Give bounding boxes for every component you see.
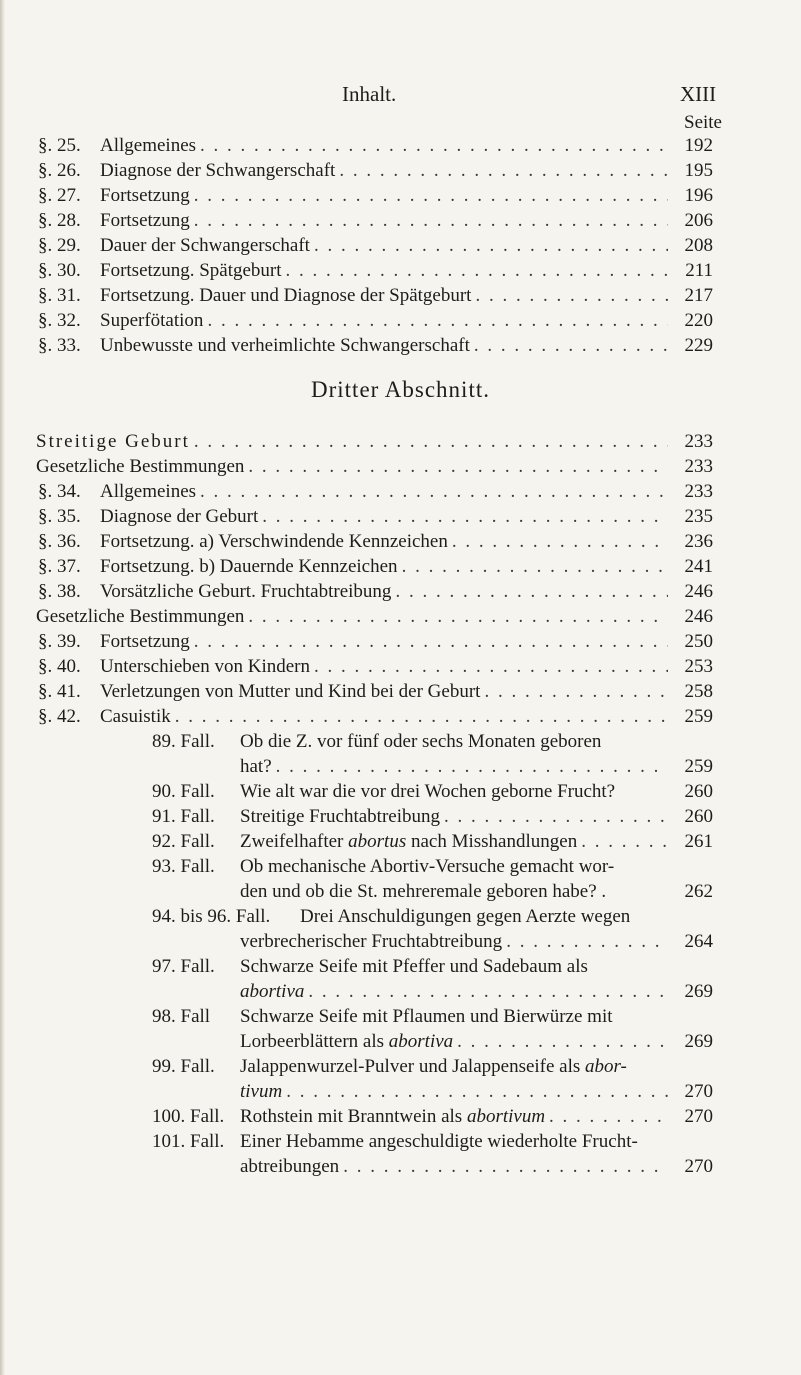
entry-text: Fortsetzung: [100, 185, 190, 206]
seite-label: Seite: [684, 112, 722, 133]
entry-page: 262: [684, 881, 713, 902]
entry-text-italic: tivum: [240, 1081, 283, 1102]
dot-leader: [339, 158, 668, 184]
entry-text-italic: abortiva: [240, 981, 305, 1002]
entry-text: Drei Anschuldigungen gegen Aerzte wegen: [300, 906, 631, 927]
dot-leader: [286, 258, 668, 284]
entry-page: 217: [684, 285, 713, 306]
dot-leader: [248, 604, 668, 630]
dot-leader: [200, 133, 668, 159]
entry-page: 241: [684, 556, 713, 577]
case-row: [0, 1004, 801, 1030]
entry-page: 236: [684, 531, 713, 552]
case-number: 93. Fall.: [152, 856, 215, 877]
case-row: [0, 804, 801, 830]
entry-page: 192: [684, 135, 713, 156]
case-number: 98. Fall: [152, 1006, 211, 1027]
case-number: 100. Fall.: [152, 1106, 225, 1127]
entry-text: Rothstein mit Branntwein als: [240, 1106, 463, 1127]
entry-text: Wie alt war die vor drei Wochen geborne Frucht?: [240, 781, 616, 802]
entry-page: 261: [684, 831, 713, 852]
entry-text: Schwarze Seife mit Pflaumen und Bierwürze mit: [240, 1006, 613, 1027]
case-number: 101. Fall.: [152, 1131, 225, 1152]
dot-leader: [457, 1029, 668, 1055]
para-number: §. 42.: [38, 706, 81, 727]
para-number: §. 26.: [38, 160, 81, 181]
dot-leader: [475, 283, 668, 309]
para-number: §. 29.: [38, 235, 81, 256]
case-row-cont: [0, 929, 801, 955]
entry-text: Fortsetzung. a) Verschwindende Kennzeichen: [100, 531, 448, 552]
case-row: [0, 729, 801, 755]
entry-page: 246: [684, 606, 713, 627]
dot-leader: [276, 754, 668, 780]
entry-text: hat?: [240, 756, 272, 777]
para-number: §. 36.: [38, 531, 81, 552]
entry-text: Casuistik: [100, 706, 171, 727]
case-number: 89. Fall.: [152, 731, 215, 752]
entry-page: 229: [684, 335, 713, 356]
entry-text: abtreibungen: [240, 1156, 340, 1177]
entry-text: Zweifelhafter: [240, 831, 344, 852]
toc-row: [0, 579, 801, 605]
para-number: §. 35.: [38, 506, 81, 527]
dot-leader: [395, 579, 668, 605]
toc-row: [0, 504, 801, 530]
entry-text: Ob mechanische Abortiv-Versuche gemacht wor-: [240, 856, 615, 877]
toc-row: [0, 158, 801, 184]
header-page-number: XIII: [680, 82, 717, 106]
entry-page: 264: [684, 931, 713, 952]
entry-text: Vorsätzliche Geburt. Fruchtabtreibung: [100, 581, 392, 602]
para-number: §. 41.: [38, 681, 81, 702]
entry-text: Jalappenwurzel-Pulver und Jalappenseife als: [240, 1056, 581, 1077]
entry-page: 206: [684, 210, 713, 231]
toc-row: [0, 258, 801, 284]
section-title: Dritter Abschnitt.: [311, 377, 490, 402]
entry-page: 270: [684, 1106, 713, 1127]
case-row-cont: [0, 754, 801, 780]
dot-leader: [506, 929, 668, 955]
dot-leader: [343, 1154, 668, 1180]
case-row-cont: [0, 1029, 801, 1055]
entry-text: Schwarze Seife mit Pfeffer und Sadebaum als: [240, 956, 588, 977]
dot-leader: [474, 333, 668, 359]
entry-page: 233: [684, 456, 713, 477]
entry-text: nach Misshandlungen: [410, 831, 578, 852]
entry-page: 235: [684, 506, 713, 527]
toc-row: [0, 554, 801, 580]
dot-leader: [194, 629, 668, 655]
dot-leader: [581, 829, 668, 855]
dot-leader: [207, 308, 668, 334]
case-row-cont: [0, 1079, 801, 1105]
entry-text: Einer Hebamme angeschuldigte wiederholte Frucht-: [240, 1131, 638, 1152]
entry-page: 259: [684, 756, 713, 777]
dot-leader: [262, 504, 668, 530]
case-number: 92. Fall.: [152, 831, 215, 852]
entry-page: 253: [684, 656, 713, 677]
entry-page: 211: [685, 260, 713, 281]
entry-page: 269: [684, 1031, 713, 1052]
dot-leader: [194, 183, 668, 209]
toc-row: [0, 333, 801, 359]
entry-text: Diagnose der Schwangerschaft: [100, 160, 336, 181]
case-row: [0, 779, 801, 805]
entry-text-italic: abor-: [585, 1056, 627, 1077]
case-row: [0, 904, 801, 930]
toc-row: [0, 654, 801, 680]
entry-text: Superfötation: [100, 310, 204, 331]
entry-text: Gesetzliche Bestimmungen: [36, 606, 245, 627]
dot-leader: [248, 454, 668, 480]
entry-text: Fortsetzung: [100, 631, 190, 652]
case-number: 94. bis 96. Fall.: [152, 906, 271, 927]
toc-row: [0, 479, 801, 505]
entry-text: Fortsetzung. b) Dauernde Kennzeichen: [100, 556, 398, 577]
toc-row: [0, 233, 801, 259]
para-number: §. 30.: [38, 260, 81, 281]
dot-leader: [194, 429, 668, 455]
entry-page: 233: [684, 431, 713, 452]
entry-text: Ob die Z. vor fünf oder sechs Monaten geboren: [240, 731, 602, 752]
entry-page: 250: [684, 631, 713, 652]
entry-text: Fortsetzung: [100, 210, 190, 231]
entry-text: Lorbeerblättern als: [240, 1031, 385, 1052]
dot-leader: [444, 804, 668, 830]
case-row-cont: [0, 879, 801, 905]
case-number: 91. Fall.: [152, 806, 215, 827]
dot-leader: [194, 208, 668, 234]
dot-leader: [200, 479, 668, 505]
entry-text-italic: abortus: [348, 831, 407, 852]
dot-leader: [286, 1079, 668, 1105]
entry-page: 246: [684, 581, 713, 602]
toc-heading-row: [0, 454, 801, 480]
case-row: [0, 1104, 801, 1130]
case-row: [0, 1054, 801, 1080]
para-number: §. 33.: [38, 335, 81, 356]
entry-page: 270: [684, 1081, 713, 1102]
para-number: §. 32.: [38, 310, 81, 331]
entry-text: Allgemeines: [100, 481, 197, 502]
dot-leader: [314, 233, 668, 259]
entry-text: Diagnose der Geburt: [100, 506, 259, 527]
entry-page: 196: [684, 185, 713, 206]
para-number: §. 34.: [38, 481, 81, 502]
dot-leader: [484, 679, 668, 705]
para-number: §. 27.: [38, 185, 81, 206]
toc-row: [0, 208, 801, 234]
entry-page: 260: [684, 806, 713, 827]
case-number: 90. Fall.: [152, 781, 215, 802]
toc-row: [0, 133, 801, 159]
entry-text: Dauer der Schwangerschaft: [100, 235, 310, 256]
entry-text: Streitige Fruchtabtreibung: [240, 806, 440, 827]
entry-text: Unbewusste und verheimlichte Schwangerschaft: [100, 335, 470, 356]
entry-text: Fortsetzung. Spätgeburt: [100, 260, 282, 281]
toc-row: [0, 704, 801, 730]
dot-leader: [452, 529, 668, 555]
toc-row: [0, 308, 801, 334]
dot-leader: [175, 704, 668, 730]
case-row-cont: [0, 1154, 801, 1180]
toc-heading-row: [0, 429, 801, 455]
para-number: §. 28.: [38, 210, 81, 231]
para-number: §. 40.: [38, 656, 81, 677]
case-row: [0, 954, 801, 980]
dot-leader: [308, 979, 668, 1005]
para-number: §. 25.: [38, 135, 81, 156]
toc-row: [0, 283, 801, 309]
entry-text-italic: abortivum: [466, 1106, 546, 1127]
entry-page: 208: [684, 235, 713, 256]
entry-text: den und ob die St. mehreremale geboren habe? .: [240, 881, 607, 902]
entry-text: Gesetzliche Bestimmungen: [36, 456, 245, 477]
entry-text: Streitige Geburt: [36, 431, 190, 452]
entry-page: 195: [684, 160, 713, 181]
entry-page: 258: [684, 681, 713, 702]
dot-leader: [402, 554, 668, 580]
toc-row: [0, 629, 801, 655]
para-number: §. 37.: [38, 556, 81, 577]
entry-text: Fortsetzung. Dauer und Diagnose der Spätgeburt: [100, 285, 472, 306]
entry-text: Allgemeines: [100, 135, 197, 156]
running-header: [0, 82, 801, 112]
case-number: 99. Fall.: [152, 1056, 215, 1077]
toc-row: [0, 183, 801, 209]
entry-page: 260: [684, 781, 713, 802]
toc-heading-row: [0, 604, 801, 630]
entry-page: 259: [684, 706, 713, 727]
case-row-cont: [0, 979, 801, 1005]
entry-text-italic: abortiva: [388, 1031, 454, 1052]
entry-text: Unterschieben von Kindern: [100, 656, 310, 677]
entry-page: 269: [684, 981, 713, 1002]
case-row: [0, 854, 801, 880]
entry-page: 233: [684, 481, 713, 502]
header-title: Inhalt.: [342, 82, 397, 106]
dot-leader: [549, 1104, 668, 1130]
entry-text: verbrecherischer Fruchtabtreibung: [240, 931, 503, 952]
case-row: [0, 1129, 801, 1155]
para-number: §. 31.: [38, 285, 81, 306]
toc-row: [0, 679, 801, 705]
para-number: §. 39.: [38, 631, 81, 652]
entry-page: 220: [684, 310, 713, 331]
entry-text: Verletzungen von Mutter und Kind bei der Geburt: [100, 681, 481, 702]
toc-row: [0, 529, 801, 555]
case-row: [0, 829, 801, 855]
case-number: 97. Fall.: [152, 956, 215, 977]
dot-leader: [314, 654, 668, 680]
entry-page: 270: [684, 1156, 713, 1177]
para-number: §. 38.: [38, 581, 81, 602]
